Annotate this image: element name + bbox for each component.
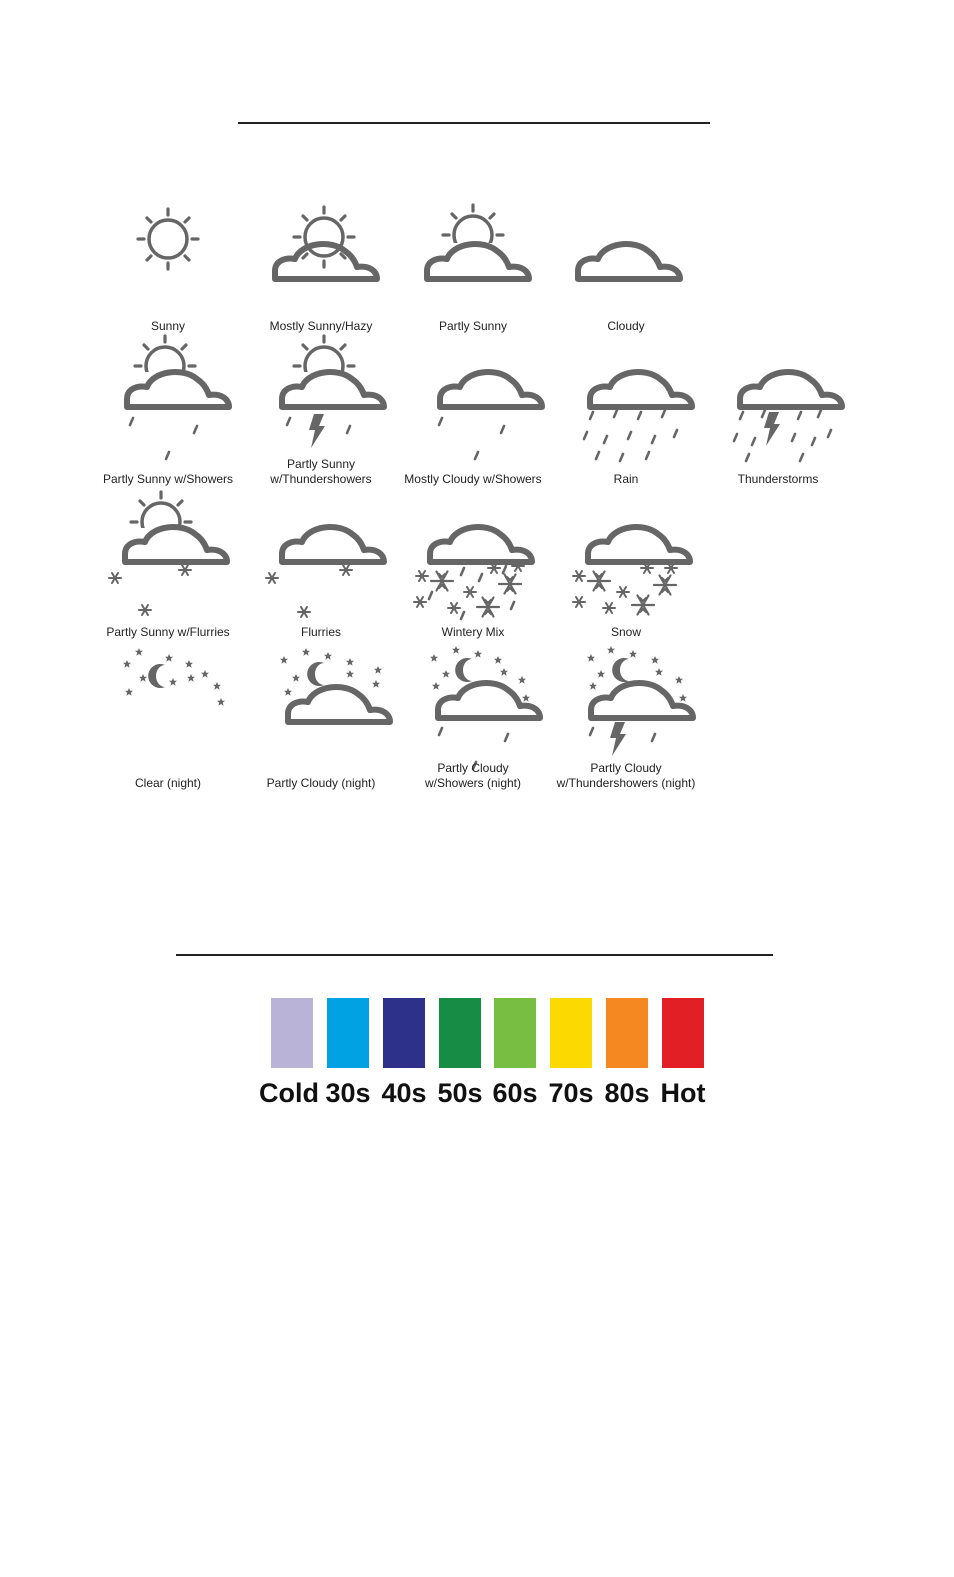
swatch-label-70s: 70s: [548, 1078, 594, 1108]
swatch-60s: [494, 998, 536, 1068]
swatch-label-cold: Cold: [259, 1078, 319, 1108]
icon-label-flurries: Flurries: [300, 625, 341, 639]
icon-label-clear-night: Clear (night): [134, 776, 202, 790]
icon-label-partly-sunny: Partly Sunny: [438, 319, 508, 333]
cloud-mix-icon: [398, 492, 548, 622]
swatch-cold: [271, 998, 313, 1068]
icon-label-partly-cloudy-showers-night: Partly Cloudy w/Showers (night): [424, 761, 522, 790]
middle-divider: [176, 954, 773, 956]
swatch-label-80s: 80s: [604, 1078, 650, 1108]
icon-label-rain: Rain: [613, 472, 639, 486]
swatch-label-60s: 60s: [492, 1078, 538, 1108]
icon-label-wintery-mix: Wintery Mix: [441, 625, 505, 639]
icon-label-partly-sunny-showers: Partly Sunny w/Showers: [102, 472, 234, 486]
swatch-30s: [327, 998, 369, 1068]
icon-label-mostly-cloudy-showers: Mostly Cloudy w/Showers: [404, 472, 542, 486]
icon-label-mostly-sunny-hazy: Mostly Sunny/Hazy: [269, 319, 373, 333]
swatch-label-40s: 40s: [381, 1078, 427, 1108]
icon-label-snow: Snow: [610, 625, 642, 639]
icon-label-partly-cloudy-thundershowers-night: Partly Cloudy w/Thundershowers (night): [556, 761, 696, 790]
sun-cloud-lightning-icon: [246, 340, 396, 460]
swatch-label-hot: Hot: [660, 1078, 706, 1108]
cloud-icon: [551, 195, 701, 305]
swatch-70s: [550, 998, 592, 1068]
sun-cloud-rain-icon: [93, 340, 243, 460]
cloud-storm-icon: [703, 340, 853, 460]
icon-label-partly-cloudy-night: Partly Cloudy (night): [266, 776, 376, 790]
moon-cloud-lightning-icon: [551, 640, 701, 770]
top-divider: [238, 122, 710, 124]
swatch-hot: [662, 998, 704, 1068]
icon-label-thunderstorms: Thunderstorms: [737, 472, 819, 486]
swatch-label-50s: 50s: [437, 1078, 483, 1108]
moon-cloud-icon: [246, 640, 396, 760]
icon-label-partly-sunny-thundershowers: Partly Sunny w/Thundershowers: [270, 457, 372, 486]
cloud-heavy-snow-icon: [551, 492, 701, 622]
swatch-label-30s: 30s: [325, 1078, 371, 1108]
icon-label-cloudy: Cloudy: [607, 319, 645, 333]
sun-icon: [93, 195, 243, 305]
sun-haze-cloud-icon: [246, 195, 396, 305]
cloud-rain-icon: [398, 340, 548, 460]
sun-cloud-snow-icon: [93, 492, 243, 622]
swatch-80s: [606, 998, 648, 1068]
cloud-heavy-rain-icon: [551, 340, 701, 460]
sun-behind-cloud-icon: [398, 195, 548, 305]
swatch-40s: [383, 998, 425, 1068]
icon-label-partly-sunny-flurries: Partly Sunny w/Flurries: [106, 625, 230, 639]
moon-cloud-rain-icon: [398, 640, 548, 770]
cloud-snow-icon: [246, 492, 396, 622]
moon-stars-icon: [93, 640, 243, 760]
icon-label-sunny: Sunny: [150, 319, 186, 333]
swatch-50s: [439, 998, 481, 1068]
